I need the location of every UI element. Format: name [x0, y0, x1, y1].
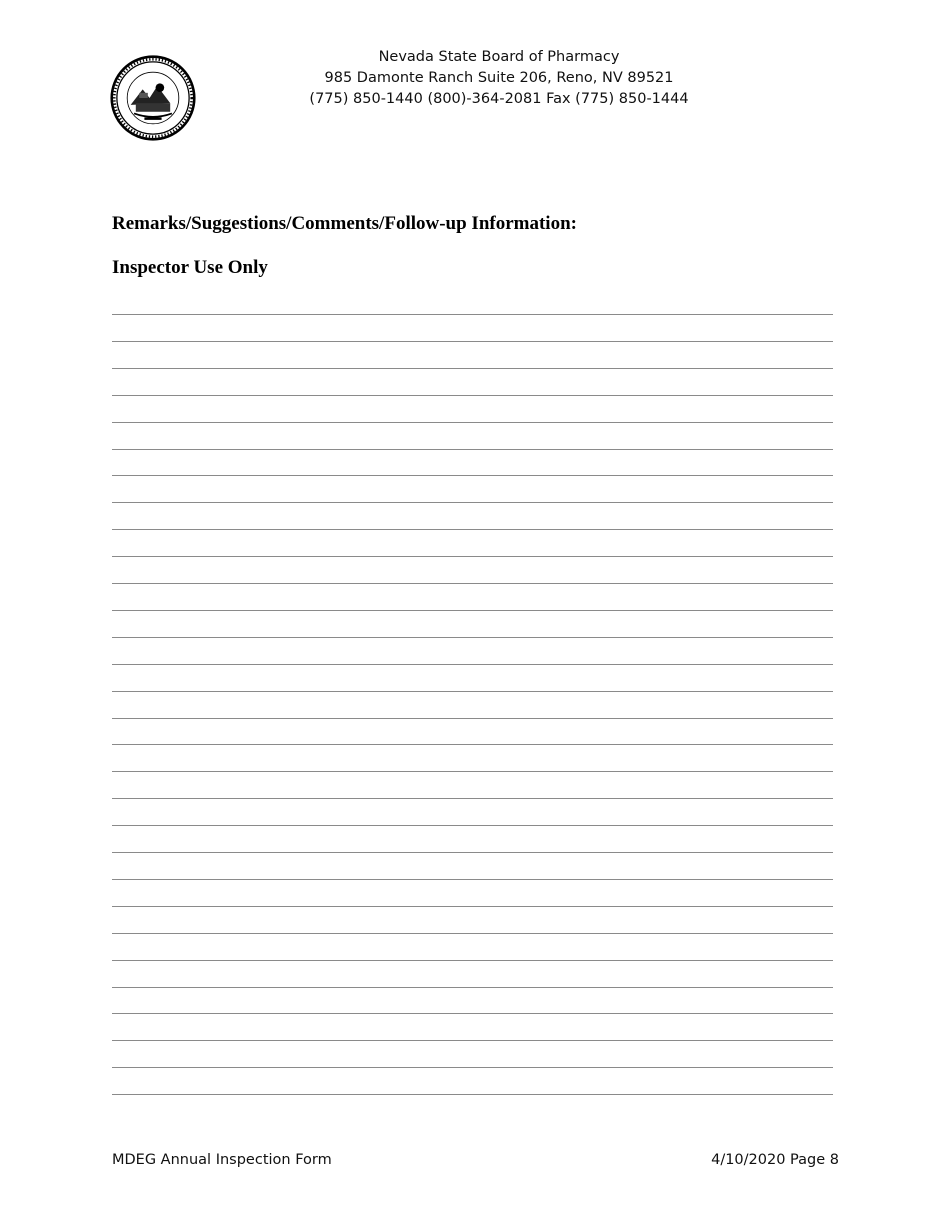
blank-line	[112, 529, 833, 530]
blank-line	[112, 583, 833, 584]
blank-line	[112, 368, 833, 369]
organization-name: Nevada State Board of Pharmacy	[378, 49, 620, 65]
blank-line	[112, 449, 833, 450]
blank-line	[112, 852, 833, 853]
blank-line	[112, 691, 833, 692]
blank-line	[112, 798, 833, 799]
organization-address: 985 Damonte Ranch Suite 206, Reno, NV 89521	[324, 70, 674, 86]
organization-contact: (775) 850-1440 (800)-364-2081 Fax (775) 850-1444	[309, 91, 689, 107]
state-seal-icon	[110, 55, 196, 141]
blank-line	[112, 960, 833, 961]
blank-line	[112, 987, 833, 988]
blank-line	[112, 879, 833, 880]
blank-line	[112, 341, 833, 342]
blank-line	[112, 1094, 833, 1095]
blank-line	[112, 933, 833, 934]
blank-line	[112, 1067, 833, 1068]
blank-line	[112, 502, 833, 503]
blank-line	[112, 637, 833, 638]
blank-line	[112, 744, 833, 745]
blank-line	[112, 771, 833, 772]
letterhead	[300, 47, 698, 110]
blank-line	[112, 1013, 833, 1014]
inspector-use-heading: Inspector Use Only	[112, 257, 268, 278]
blank-line	[112, 825, 833, 826]
blank-line	[112, 395, 833, 396]
blank-line	[112, 1040, 833, 1041]
remarks-heading: Remarks/Suggestions/Comments/Follow-up Information:	[112, 213, 577, 234]
footer-date-page: 4/10/2020 Page 8	[711, 1152, 839, 1168]
footer-form-name: MDEG Annual Inspection Form	[112, 1152, 332, 1168]
blank-line	[112, 314, 833, 315]
blank-line	[112, 475, 833, 476]
blank-line	[112, 610, 833, 611]
blank-line	[112, 556, 833, 557]
blank-line	[112, 718, 833, 719]
blank-line	[112, 906, 833, 907]
blank-line	[112, 664, 833, 665]
blank-line	[112, 422, 833, 423]
